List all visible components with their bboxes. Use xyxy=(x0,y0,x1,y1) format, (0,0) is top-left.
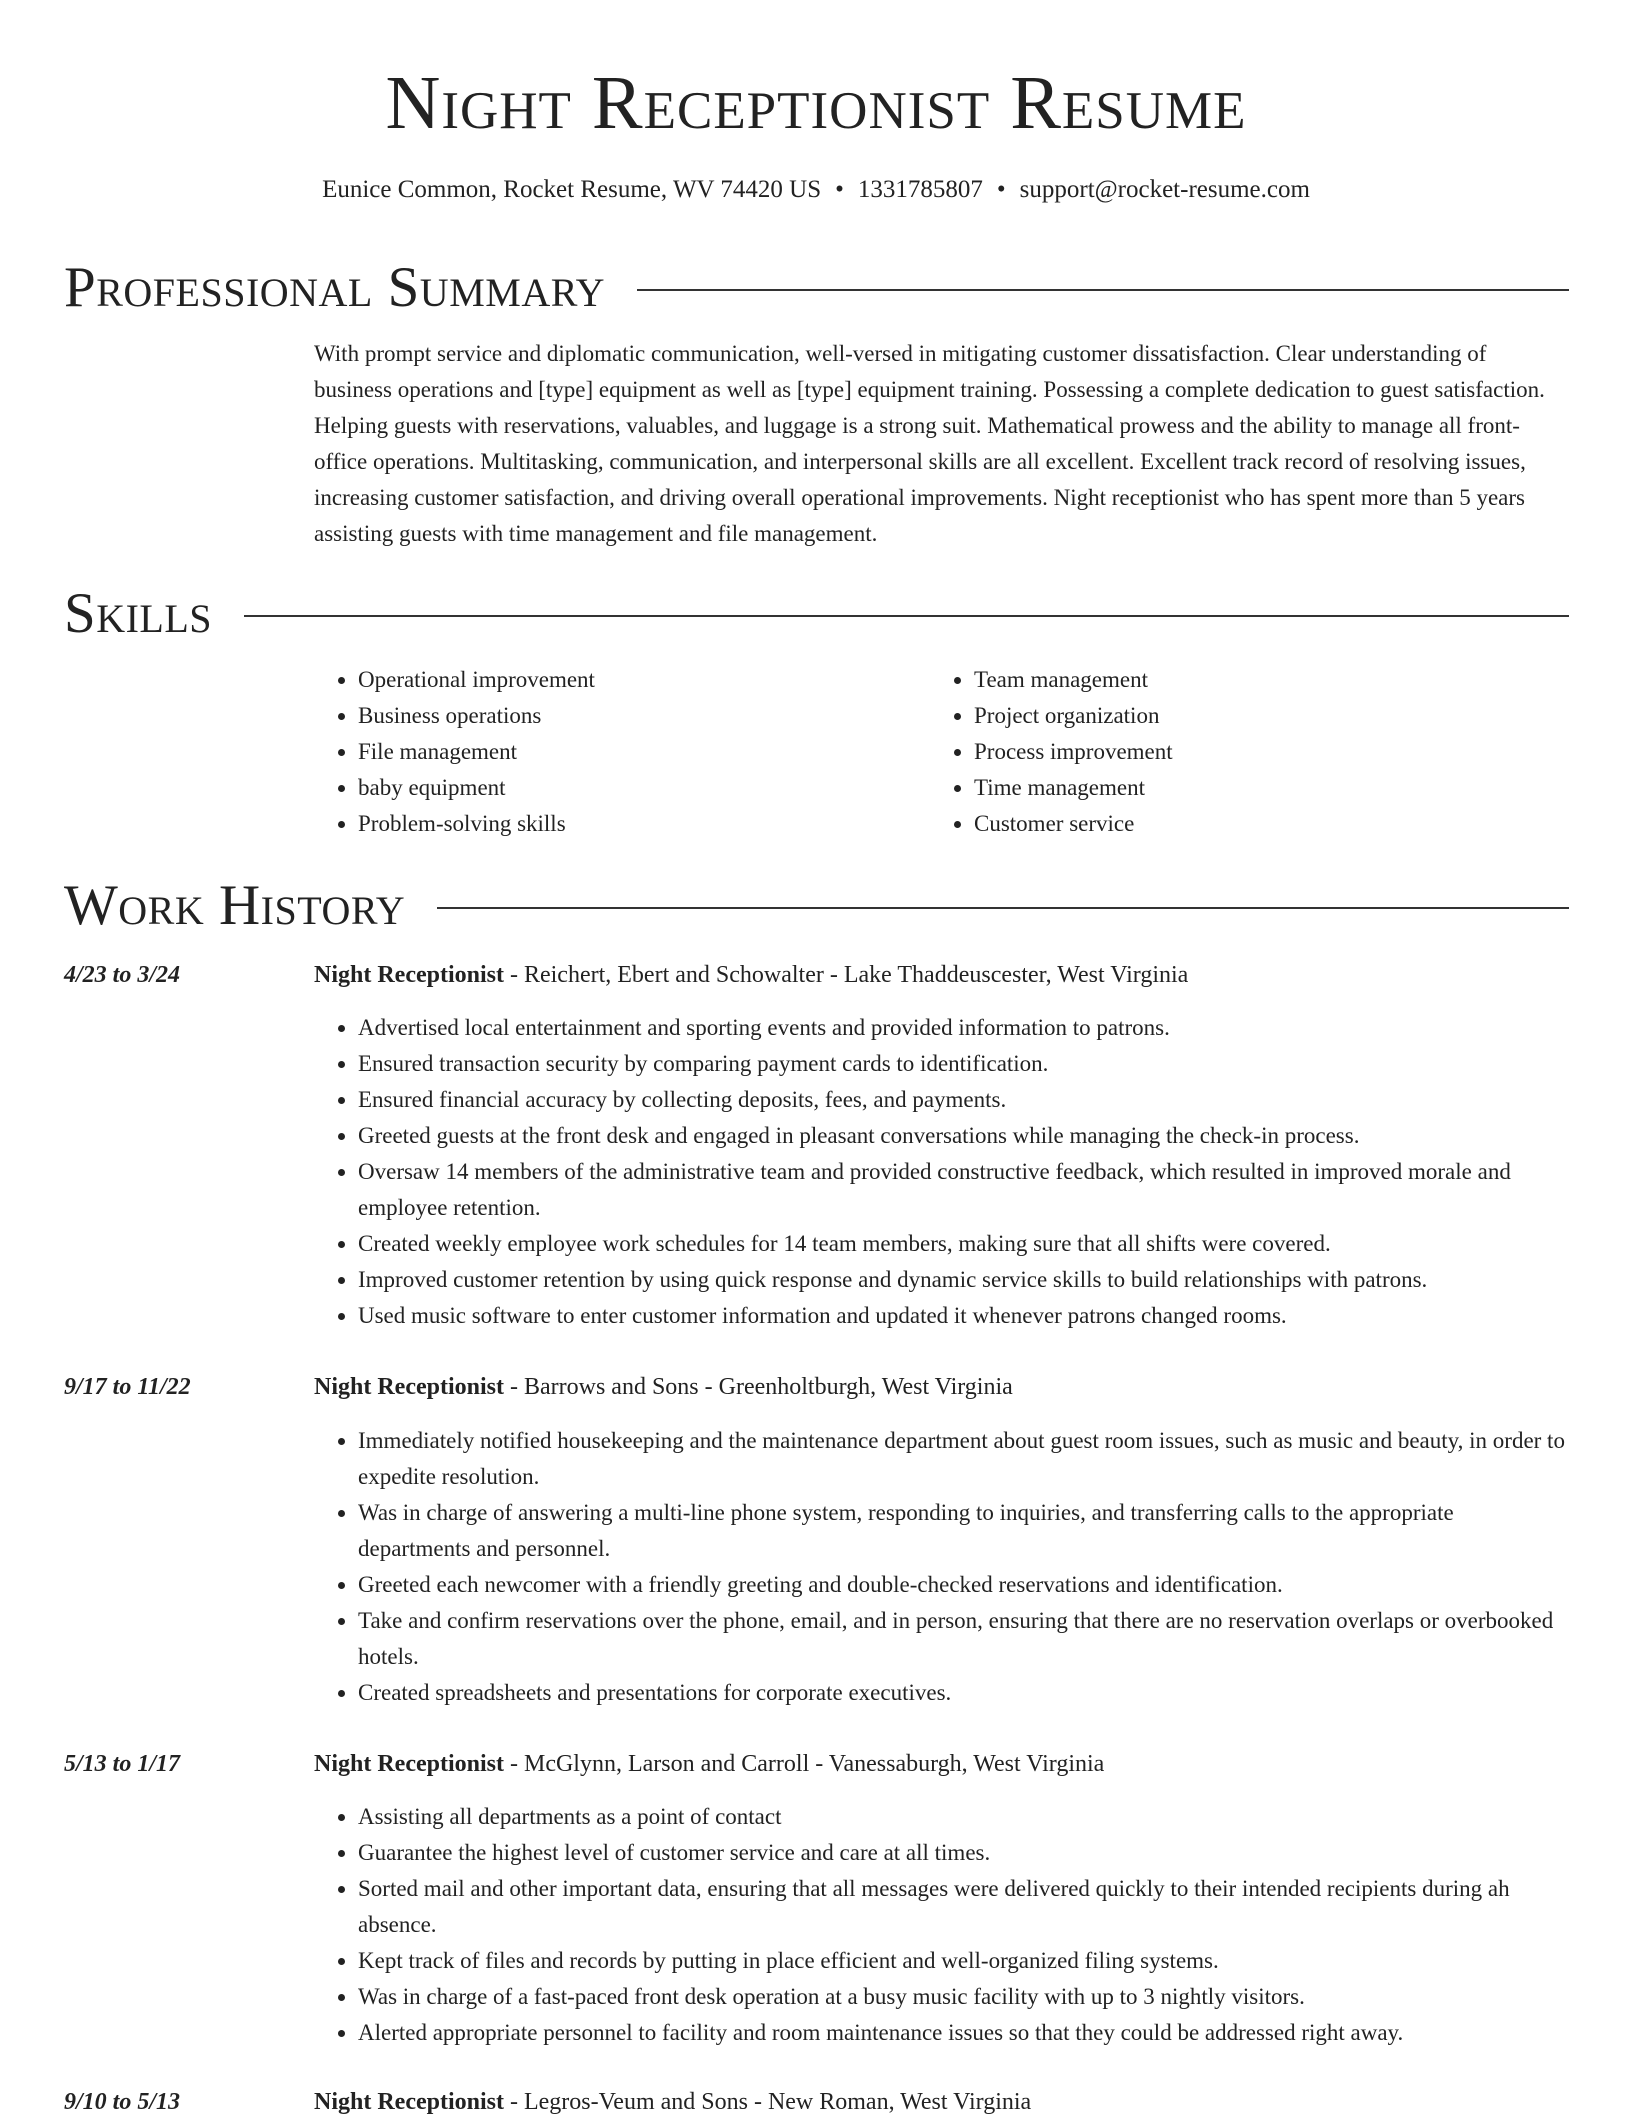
skill-item: • Time management xyxy=(974,770,1546,806)
resume-title: Night Receptionist Resume xyxy=(385,61,1247,145)
job-bullet: • Advertised local entertainment and sporting events and provided information to patrons. xyxy=(358,1010,1570,1046)
job-heading xyxy=(314,957,1570,993)
work-section-header xyxy=(64,870,1569,940)
summary-section-header xyxy=(64,252,1569,322)
job-bullet: • Improved customer retention by using quick response and dynamic service skills to build relationships with patrons. xyxy=(358,1262,1570,1298)
job-role: Night Receptionist xyxy=(314,1751,504,1777)
job-bullet: • Was in charge of answering a multi-line phone system, responding to inquiries, and transferring calls to the appropriate departments and personnel. xyxy=(358,1495,1570,1567)
job-bullet: • Immediately notified housekeeping and the maintenance department about guest room issues, such as music and beauty, in order to expedite resolution. xyxy=(358,1423,1570,1495)
job-bullet: • Greeted each newcomer with a friendly greeting and double-checked reservations and identification. xyxy=(358,1567,1570,1603)
skill-item: • Operational improvement xyxy=(358,662,930,698)
job-heading xyxy=(314,2084,1570,2120)
job-employer-location: - Legros-Veum and Sons - New Roman, West Virginia xyxy=(503,2089,1032,2115)
contact-address: Eunice Common, Rocket Resume, WV 74420 US xyxy=(322,176,822,203)
job-dates: 5/13 to 1/17 xyxy=(64,1751,181,1777)
job-heading xyxy=(314,1746,1570,1782)
job-dates: 4/23 to 3/24 xyxy=(64,962,181,988)
skills-column-left xyxy=(314,662,930,842)
section-divider xyxy=(437,907,1569,909)
skills-section-header xyxy=(64,578,1569,648)
skill-item: • Team management xyxy=(974,662,1546,698)
job-bullet-list xyxy=(314,1010,1570,1334)
job-bullet: • Created weekly employee work schedules for 14 team members, making sure that all shifts were covered. xyxy=(358,1226,1570,1262)
job-employer-location: - Reichert, Ebert and Schowalter - Lake Thaddeuscester, West Virginia xyxy=(503,962,1189,988)
skill-item: • Problem-solving skills xyxy=(358,806,930,842)
skills-heading: Skills xyxy=(64,581,213,645)
skill-item: • Business operations xyxy=(358,698,930,734)
contact-phone: 1331785807 xyxy=(857,176,983,203)
job-role: Night Receptionist xyxy=(314,1374,504,1400)
contact-email: support@rocket-resume.com xyxy=(1019,176,1310,203)
job-bullet: • Assisting all departments as a point of contact xyxy=(358,1799,1570,1835)
job-role: Night Receptionist xyxy=(314,962,504,988)
job-bullet: • Guarantee the highest level of customer service and care at all times. xyxy=(358,1835,1570,1871)
job-bullet: • Take and confirm reservations over the phone, email, and in person, ensuring that there are no reservation overlaps or overbooked hotels. xyxy=(358,1603,1570,1675)
job-bullet: • Used music software to enter customer information and updated it whenever patrons changed rooms. xyxy=(358,1298,1570,1334)
job-dates: 9/10 to 5/13 xyxy=(64,2089,181,2115)
section-divider xyxy=(637,289,1569,291)
summary-heading: Professional Summary xyxy=(64,255,606,319)
job-bullet: • Sorted mail and other important data, ensuring that all messages were delivered quickly to their intended recipients during ah absence. xyxy=(358,1871,1570,1943)
job-employer-location: - Barrows and Sons - Greenholtburgh, West Virginia xyxy=(503,1374,1013,1400)
work-heading: Work History xyxy=(64,873,406,937)
job-bullet: • Ensured financial accuracy by collecting deposits, fees, and payments. xyxy=(358,1082,1570,1118)
job-bullet: • Was in charge of a fast-paced front desk operation at a busy music facility with up to 3 nightly visitors. xyxy=(358,1979,1570,2015)
contact-separator: • xyxy=(835,176,844,203)
job-bullet-list xyxy=(314,1423,1570,1711)
contact-separator: • xyxy=(996,176,1006,203)
job-bullet: • Created spreadsheets and presentations for corporate executives. xyxy=(358,1675,1570,1711)
skill-item: • Project organization xyxy=(974,698,1546,734)
skills-column-right xyxy=(930,662,1546,842)
summary-text: With prompt service and diplomatic communication, well-versed in mitigating customer dissatisfaction. Clear understanding of business operations and [type] equipment as well as [type] equipment training. Possessing a complete dedication to guest satisfaction. Helping guests with reservations, valuables, and luggage is a strong suit. Mathematical prowess and the ability to manage all front-office operations. Multitasking, communication, and interpersonal skills are all excellent. Excellent track record of resolving issues, increasing customer satisfaction, and driving overall operational improvements. Night receptionist who has spent more than 5 years assisting guests with time management and file management. xyxy=(314,341,1545,546)
skill-item: • File management xyxy=(358,734,930,770)
job-bullet: • Greeted guests at the front desk and engaged in pleasant conversations while managing the check-in process. xyxy=(358,1118,1570,1154)
job-dates: 9/17 to 11/22 xyxy=(64,1374,191,1400)
section-divider xyxy=(244,615,1569,617)
skill-item: • Customer service xyxy=(974,806,1546,842)
job-role: Night Receptionist xyxy=(314,2089,504,2115)
job-bullet: • Alerted appropriate personnel to facility and room maintenance issues so that they could be addressed right away. xyxy=(358,2015,1570,2051)
job-heading xyxy=(314,1369,1570,1405)
skill-item: • baby equipment xyxy=(358,770,930,806)
contact-line xyxy=(0,172,1632,208)
job-bullet: • Kept track of files and records by putting in place efficient and well-organized filing systems. xyxy=(358,1943,1570,1979)
job-bullet: • Ensured transaction security by comparing payment cards to identification. xyxy=(358,1046,1570,1082)
job-bullet-list xyxy=(314,1799,1570,2051)
skills-list xyxy=(314,662,1570,842)
job-employer-location: - McGlynn, Larson and Carroll - Vanessaburgh, West Virginia xyxy=(503,1751,1105,1777)
skill-item: • Process improvement xyxy=(974,734,1546,770)
job-bullet: • Oversaw 14 members of the administrative team and provided constructive feedback, which resulted in improved morale and employee retention. xyxy=(358,1154,1570,1226)
